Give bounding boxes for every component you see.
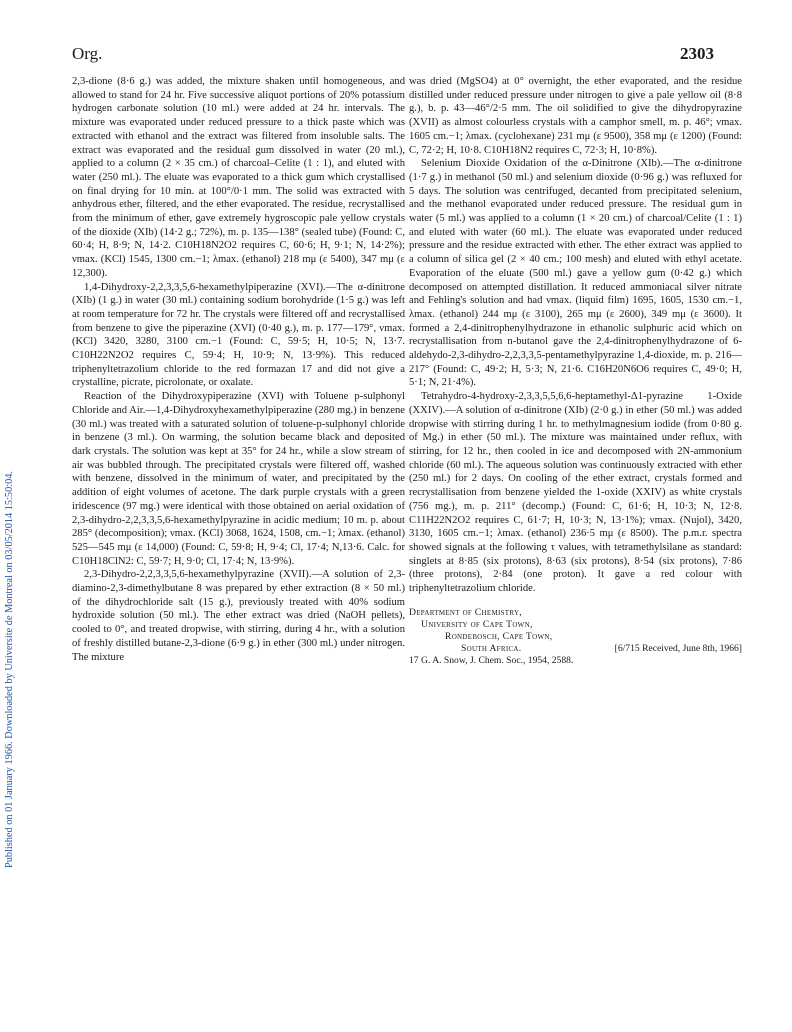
paragraph: Tetrahydro-4-hydroxy-2,3,3,5,5,6,6-heptamethyl-Δ1-pyrazine 1-Oxide (XXIV).—A solution of α-dinitrone (XIb) (2·0 g.) in ether (50 ml.) was added dropwise with stirring during 1 hr. to methylmagnesium iodide (from 0·80 g. of Mg.) in ether (50 ml.). The mixture was maintained under reflux, with stirring, for 12 hr., then cooled in ice and decomposed with 2N-ammonium chloride (60 ml.). The aqueous solution was continuously extracted with ether (250 ml.) for 2 days. On cooling of the ether extract, crystals formed and recrystallisation from benzene yielded the 1-oxide (XXIV) as white crystals (756 mg.), m. p. 211° (decomp.) (Found: C, 61·6; H, 10·3; N, 12·8. C11H22N2O2 requires C, 61·7; H, 10·3; N, 13·1%); νmax. (Nujol), 3420, 3130, 1605 cm.−1; λmax. (ethanol) 236·5 mμ (ε 8500). The p.m.r. spectra showed signals at the following τ values, with tetramethylsilane as standard: singlets at 8·85 (six protons), 8·63 (six protons), 8·54 (six protons), 7·86 (three protons), 2·84 (one proton). It gave a red colour with triphenyltetrazolium chloride. — [409, 391, 742, 595]
paragraph: was dried (MgSO4) at 0° overnight, the ether evaporated, and the residue distilled under reduced pressure under nitrogen to give a pale yellow oil (8·8 g.), b. p. 43—46°/2·5 mm. The oil solidified to give the dihydropyrazine (XVII) as almost colourless crystals with a camphor smell, m. p. 46°; νmax. 1605 cm.−1; λmax. (cyclohexane) 231 mμ (ε 9500), 358 mμ (ε 1200) (Found: C, 72·2; H, 10·8. C10H18N2 requires C, 72·3; H, 10·8%). — [409, 76, 742, 156]
affiliation-line: Rondebosch, Cape Town, — [445, 630, 553, 642]
right-column — [409, 75, 742, 667]
affiliation-country: South Africa. — [461, 642, 522, 654]
affiliation-line: University of Cape Town, — [421, 618, 533, 630]
affiliation-line: Department of Chemistry, — [409, 606, 523, 618]
paragraph: 2,3-dione (8·6 g.) was added, the mixture shaken until homogeneous, and allowed to stand for 24 hr. Five successive aliquot portions of 20% potassium hydrogen carbonate solution (10 ml.) were added at 24 hr. intervals. The mixture was evaporated under reduced pressure to a thick paste which was extracted with ethanol and the extract was filtered from insoluble salts. The extract was evaporated and the residual gum dissolved in water (20 ml.), applied to a column (2 × 35 cm.) of charcoal–Celite (1 : 1), and eluted with water (250 ml.). The eluate was evaporated to a thick gum which crystallised on final drying for 10 min. at 100°/0·1 mm. The solid was extracted with anhydrous ether, filtered, and the ether evaporated. The residue, recrystallised from the minimum of ether, gave extremely hygroscopic pale yellow crystals of the dioxide (XIb) (14·2 g.; 72%), m. p. 135—138° (sealed tube) (Found: C, 60·4; H, 8·9; N, 14·2. C10H18N2O2 requires C, 60·6; H, 9·1; N, 14·2%); νmax. (KCl) 1545, 1300 cm.−1; λmax. (ethanol) 218 mμ (ε 5400), 347 mμ (ε 12,300). — [72, 76, 405, 279]
affiliation-block — [409, 607, 742, 655]
publication-watermark: Published on 01 January 1966. Downloaded by Universite de Montreal on 03/05/2014 15:50:04. — [4, 471, 15, 868]
paragraph: Selenium Dioxide Oxidation of the α-Dinitrone (XIb).—The α-dinitrone (1·7 g.) in methanol (50 ml.) and selenium dioxide (0·96 g.) was refluxed for 5 days. The solution was centrifuged, decanted from precipitated selenium, and the methanol evaporated under reduced pressure. The residual gum in water (5 ml.) was applied to a column (1 × 20 cm.) of charcoal/Celite (1 : 1) and eluted with water (60 ml.). The eluate was evaporated under reduced pressure and the residue extracted with ether. The ether extract was applied to a column of silica gel (2 × 40 cm.; 100 mesh) and eluted with ethyl acetate. Evaporation of the eluate (500 ml.) gave a yellow gum (0·42 g.) which decomposed on attempted distillation. It reduced ammoniacal silver nitrate and Fehling's solution and had νmax. (liquid film) 1695, 1605, 1530 cm.−1, λmax. (ethanol) 244 mμ (ε 3100), 265 mμ (ε 2600), 349 mμ (ε 3600). It formed a 2,4-dinitrophenylhydrazone in ethanolic sulphuric acid which on recrystallisation from n-butanol gave the 2,4-dinitrophenylhydrazone of 6-aldehydo-2,3-dihydro-2,2,3,3,5-pentamethylpyrazine 1,4-dioxide, m. p. 216—217° (Found: C, 49·2; H, 5·3; N, 21·6. C16H20N6O6 requires C, 49·0; H, 5·1; N, 21·4%). — [409, 158, 742, 389]
journal-header: Org. — [72, 44, 103, 63]
paragraph: 2,3-Dihydro-2,2,3,3,5,6-hexamethylpyrazine (XVII).—A solution of 2,3-diamino-2,3-dimethylbutane 8 was prepared by ether extraction (8 × 50 ml.) of the dihydrochloride salt (15 g.), previously treated with 40% sodium hydroxide solution (50 ml.). The ether extract was dried (NaOH pellets), cooled to 0°, and treated dropwise, with stirring, during 4 hr., with a solution of freshly distilled butane-2,3-dione (6·9 g.) in ether (300 ml.) under nitrogen. The mixture — [72, 569, 405, 663]
affiliation-line — [409, 643, 742, 655]
paragraph: 1,4-Dihydroxy-2,2,3,3,5,6-hexamethylpiperazine (XVI).—The α-dinitrone (XIb) (1 g.) in water (30 ml.) containing sodium borohydride (1·5 g.) was left at room temperature for 72 hr. The crystals were filtered off and recrystallised from benzene to give the piperazine (XVI) (0·40 g.), m. p. 177—179°, νmax. (KCl) 3420, 3280, 3100 cm.−1 (Found: C, 59·5; H, 10·5; N, 13·7. C10H22N2O2 requires C, 59·4; H, 10·9; N, 13·9%). This reduced triphenyltetrazolium chloride to the red formazan 17 and did not give a crystalline, picrate, picrolonate, or oxalate. — [72, 281, 405, 389]
left-column — [72, 75, 405, 664]
footnote: 17 G. A. Snow, J. Chem. Soc., 1954, 2588. — [409, 654, 574, 666]
received-date: [6/715 Received, June 8th, 1966] — [614, 642, 742, 654]
paragraph: Reaction of the Dihydroxypiperazine (XVI) with Toluene p-sulphonyl Chloride and Air.—1,4-Dihydroxyhexamethylpiperazine (280 mg.) in benzene (30 ml.) was treated with a saturated solution of toluene-p-sulphonyl chloride in benzene (3 ml.). On warming, the solution became black and deposited dark crystals. The solution was kept at 35° for 24 hr., while a slow stream of air was bubbled through. The precipitated crystals were filtered off, washed with benzene, dissolved in the minimum of water, and precipitated by the addition of eight volumes of acetone. The dark purple crystals with a green iridescence (97 mg.) were identical with those obtained on aerial oxidation of 2,3-dihydro-2,2,3,3,5,6-hexamethylpyrazine in acidic medium; 10 m. p. about 285° (decomposition); νmax. (KCl) 3068, 1624, 1508, cm.−1; λmax. (ethanol) 525—545 mμ (ε 14,000) (Found: C, 59·8; H, 9·4; Cl, 17·4; N,13·6. Calc. for C10H18ClN2: C, 59·7; H, 9·0; Cl, 17·4; N, 13·9%). — [72, 391, 405, 567]
page-number: 2303 — [680, 44, 714, 63]
